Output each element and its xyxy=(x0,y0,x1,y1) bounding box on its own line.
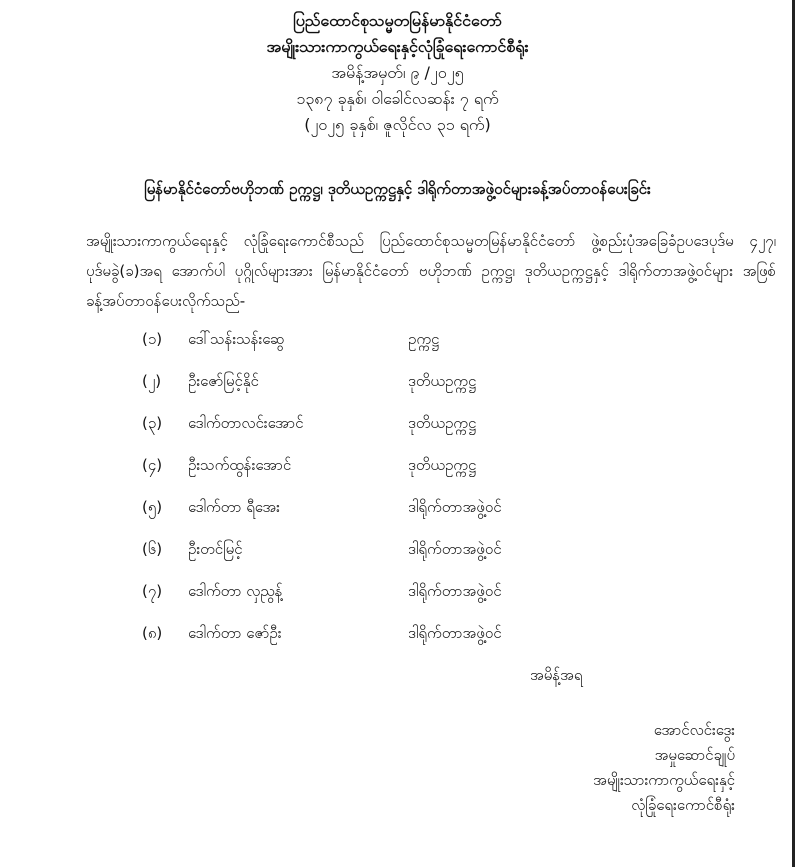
appointee-name: ဦးသက်ထွန်းအောင် xyxy=(188,456,292,474)
appointee-number: (၁) xyxy=(142,330,163,348)
appointee-number: (၆) xyxy=(142,540,163,558)
appointee-role: ဒါရိုက်တာအဖွဲ့ဝင် xyxy=(408,498,502,516)
appointee-number: (၇) xyxy=(142,582,163,600)
appointee-number: (၈) xyxy=(142,624,163,642)
appointee-number: (၄) xyxy=(142,456,163,474)
signature-block xyxy=(593,718,735,818)
signatory-org-line1: အမျိုးသားကာကွယ်ရေးနှင့် xyxy=(593,771,735,789)
by-order-label: အမိန့်အရ xyxy=(530,666,583,684)
appointee-number: (၅) xyxy=(142,498,163,516)
appointee-name: ဒေါက်တာ ဇော်ဦး xyxy=(188,624,282,642)
appointee-role: ဒုတိယဥက္ကဋ္ဌ xyxy=(408,456,477,474)
ministry-title: အမျိုးသားကာကွယ်ရေးနှင့်လုံခြုံရေးကောင်စီရုံး xyxy=(266,37,529,56)
appointee-role: ဒါရိုက်တာအဖွဲ့ဝင် xyxy=(408,540,502,558)
government-title: ပြည်ထောင်စုသမ္မတမြန်မာနိုင်ငံတော် xyxy=(293,11,502,30)
signatory-name: အောင်လင်းဒွေး xyxy=(653,721,735,739)
signatory-org-line2: လုံခြုံရေးကောင်စီရုံး xyxy=(631,796,735,814)
appointee-name: ဒေါက်တာ လှညွန့် xyxy=(188,582,283,600)
appointee-role: ဒုတိယဥက္ကဋ္ဌ xyxy=(408,372,477,390)
appointee-role: ဒါရိုက်တာအဖွဲ့ဝင် xyxy=(408,624,502,642)
appointee-name: ဦးဇော်မြင့်နိုင် xyxy=(188,372,259,390)
order-number: အမိန့်အမှတ်၊ ၉ /၂၀၂၅ xyxy=(331,63,464,82)
appointee-name: ဒေါက်တာလင်းအောင် xyxy=(188,414,304,432)
appointee-role: ဒုတိယဥက္ကဋ္ဌ xyxy=(408,414,477,432)
signatory-title: အမှုဆောင်ချုပ် xyxy=(654,746,735,764)
appointee-number: (၂) xyxy=(142,372,162,390)
appointee-role: ဥက္ကဋ္ဌ xyxy=(408,330,440,348)
subject-heading: မြန်မာနိုင်ငံတော်ဗဟိုဘဏ် ဥက္ကဋ္ဌ၊ ဒုတိယဥက္ကဋ္ဌနှင့် ဒါရိုက်တာအဖွဲ့ဝင်များခန့်အပ်တာဝန်ပေးခြင်း xyxy=(144,180,651,198)
appointee-name: ဒေါက်တာ ရီအေး xyxy=(188,498,280,516)
body-paragraph: အမျိုးသားကာကွယ်ရေးနှင့် လုံခြုံရေးကောင်စီသည် ပြည်ထောင်စုသမ္မတမြန်မာနိုင်ငံတော် ဖွဲ့စည်းပုံအခြေခံဥပဒေပုဒ်မ ၄၂၇၊ ပုဒ်မခွဲ(ခ)အရ အောက်ပါ ပုဂ္ဂိုလ်များအား မြန်မာနိုင်ငံတော် ဗဟိုဘဏ် ဥက္ကဋ္ဌ၊ ဒုတိယဥက္ကဋ္ဌနှင့် ဒါရိုက်တာအဖွဲ့ဝင်များ အဖြစ် ခန့်အပ်တာဝန်ပေးလိုက်သည်- xyxy=(86,232,776,310)
date-gregorian: (၂၀၂၅ ခုနှစ်၊ ဇူလိုင်လ ၃၁ ရက်) xyxy=(304,115,491,134)
appointee-name: ဒေါ်သန်းသန်းဆွေ xyxy=(188,330,285,348)
appointee-name: ဦးတင်မြင့် xyxy=(188,540,243,558)
document-header xyxy=(0,8,795,138)
appointee-role: ဒါရိုက်တာအဖွဲ့ဝင် xyxy=(408,582,502,600)
date-myanmar: ၁၃၈၇ ခုနှစ်၊ ဝါခေါင်လဆန်း ၇ ရက် xyxy=(296,89,499,108)
appointee-number: (၃) xyxy=(142,414,163,432)
